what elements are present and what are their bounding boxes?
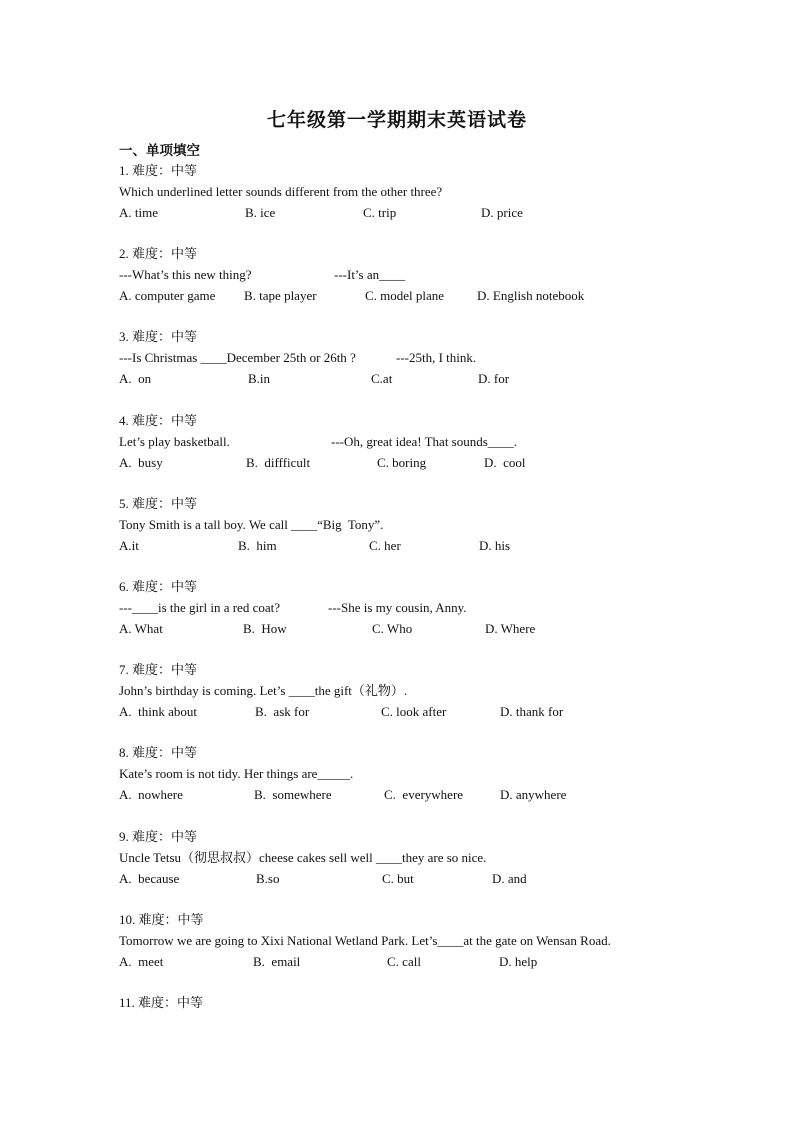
option-c: C. boring bbox=[377, 455, 427, 470]
question-7 bbox=[119, 659, 719, 722]
option-c: C. Who bbox=[372, 621, 413, 636]
question-8 bbox=[119, 742, 719, 805]
question-2 bbox=[119, 243, 719, 306]
option-c: C. her bbox=[369, 538, 401, 553]
question-1 bbox=[119, 160, 719, 223]
option-b: B. tape player bbox=[244, 288, 317, 303]
option-d: D. help bbox=[499, 954, 538, 969]
option-d: D. thank for bbox=[500, 704, 564, 719]
question-header: 2. 难度：中等 bbox=[119, 246, 198, 261]
option-b: B.so bbox=[256, 871, 280, 886]
option-c: C. model plane bbox=[365, 288, 445, 303]
answer-options bbox=[119, 202, 719, 223]
option-c: C. trip bbox=[363, 205, 397, 220]
option-a: A. computer game bbox=[119, 288, 216, 303]
stem-reply: ---25th, I think. bbox=[396, 350, 477, 365]
answer-options bbox=[119, 701, 719, 722]
option-b: B. diffficult bbox=[246, 455, 311, 470]
stem-text: Which underlined letter sounds different from the other three? bbox=[119, 184, 443, 199]
option-d: D. price bbox=[481, 205, 523, 220]
option-d: D. and bbox=[492, 871, 527, 886]
option-a: A. think about bbox=[119, 704, 197, 719]
option-c: C.at bbox=[371, 371, 393, 386]
option-b: B. How bbox=[243, 621, 287, 636]
option-b: B. email bbox=[253, 954, 301, 969]
question-header: 10. 难度：中等 bbox=[119, 912, 204, 927]
question-11 bbox=[119, 992, 719, 1013]
stem-reply: ---It’s an____ bbox=[334, 267, 406, 282]
question-stem bbox=[119, 680, 719, 701]
option-b: B.in bbox=[248, 371, 271, 386]
question-stem bbox=[119, 431, 719, 452]
answer-options bbox=[119, 951, 719, 972]
option-a: A. meet bbox=[119, 954, 164, 969]
option-b: B. ice bbox=[245, 205, 276, 220]
question-header: 4. 难度：中等 bbox=[119, 413, 198, 428]
question-stem bbox=[119, 264, 719, 285]
option-a: A. busy bbox=[119, 455, 163, 470]
option-d: D. his bbox=[479, 538, 511, 553]
question-header: 11. 难度：中等 bbox=[119, 995, 204, 1010]
stem-text: John’s birthday is coming. Let’s ____the gift（礼物）. bbox=[119, 683, 408, 698]
question-9 bbox=[119, 826, 719, 889]
section-heading: 一、单项填空 bbox=[119, 143, 200, 158]
option-b: B. ask for bbox=[255, 704, 310, 719]
option-a: A. because bbox=[119, 871, 180, 886]
option-d: D. cool bbox=[484, 455, 526, 470]
answer-options bbox=[119, 285, 719, 306]
option-a: A. What bbox=[119, 621, 163, 636]
option-b: B. him bbox=[238, 538, 277, 553]
option-d: D. anywhere bbox=[500, 787, 567, 802]
option-b: B. somewhere bbox=[254, 787, 332, 802]
stem-text: Kate’s room is not tidy. Her things are_____. bbox=[119, 766, 354, 781]
option-d: D. for bbox=[478, 371, 510, 386]
stem-text: ---Is Christmas ____December 25th or 26th ? bbox=[119, 350, 356, 365]
answer-options bbox=[119, 368, 719, 389]
question-header: 7. 难度：中等 bbox=[119, 662, 198, 677]
stem-text: ---____is the girl in a red coat? bbox=[119, 600, 280, 615]
stem-text: Tony Smith is a tall boy. We call ____“Big Tony”. bbox=[119, 517, 384, 532]
question-6 bbox=[119, 576, 719, 639]
answer-options bbox=[119, 784, 719, 805]
question-stem bbox=[119, 181, 719, 202]
option-c: C. look after bbox=[381, 704, 447, 719]
stem-text: Let’s play basketball. bbox=[119, 434, 230, 449]
answer-options bbox=[119, 618, 719, 639]
stem-reply: ---Oh, great idea! That sounds____. bbox=[331, 434, 518, 449]
question-header: 6. 难度：中等 bbox=[119, 579, 198, 594]
option-c: C. call bbox=[387, 954, 421, 969]
stem-text: Uncle Tetsu（彻思叔叔）cheese cakes sell well ____they are so nice. bbox=[119, 850, 487, 865]
question-stem bbox=[119, 347, 719, 368]
question-stem bbox=[119, 597, 719, 618]
answer-options bbox=[119, 452, 719, 473]
answer-options bbox=[119, 535, 719, 556]
question-header: 9. 难度：中等 bbox=[119, 829, 198, 844]
option-c: C. but bbox=[382, 871, 414, 886]
question-stem bbox=[119, 847, 719, 868]
option-c: C. everywhere bbox=[384, 787, 464, 802]
question-header: 8. 难度：中等 bbox=[119, 745, 198, 760]
question-stem bbox=[119, 930, 719, 951]
page-title: 七年级第一学期期末英语试卷 bbox=[266, 110, 527, 131]
question-10 bbox=[119, 909, 719, 972]
stem-text: ---What’s this new thing? bbox=[119, 267, 252, 282]
option-d: D. Where bbox=[485, 621, 536, 636]
question-stem bbox=[119, 763, 719, 784]
answer-options bbox=[119, 868, 719, 889]
stem-text: Tomorrow we are going to Xixi National Wetland Park. Let’s____at the gate on Wensan Road. bbox=[119, 933, 611, 948]
stem-reply: ---She is my cousin, Anny. bbox=[328, 600, 467, 615]
question-header: 3. 难度：中等 bbox=[119, 329, 198, 344]
question-stem bbox=[119, 514, 719, 535]
option-d: D. English notebook bbox=[477, 288, 585, 303]
option-a: A. nowhere bbox=[119, 787, 183, 802]
option-a: A. time bbox=[119, 205, 158, 220]
question-4 bbox=[119, 410, 719, 473]
question-3 bbox=[119, 326, 719, 389]
question-header: 5. 难度：中等 bbox=[119, 496, 198, 511]
question-header: 1. 难度：中等 bbox=[119, 163, 198, 178]
option-a: A. on bbox=[119, 371, 152, 386]
question-5 bbox=[119, 493, 719, 556]
option-a: A.it bbox=[119, 538, 139, 553]
